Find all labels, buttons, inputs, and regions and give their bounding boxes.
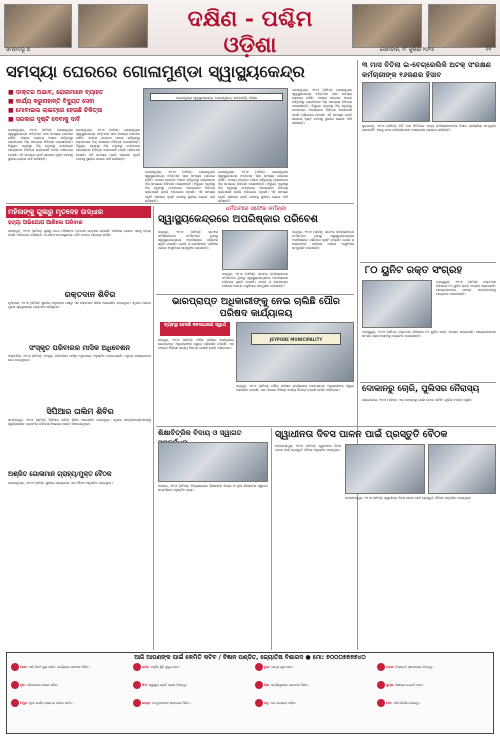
- bottom-story-2-body-col2: ନବରଙ୍ଗପୁର, ୨୭।୭ (ସମିସ): ସ୍ୱାଧୀନତା ଦିବସ ପାଳନ ପାଇଁ ପ୍ରସ୍ତୁତି ବୈଠକ ଅନୁଷ୍ଠିତ ହୋଇଥିଲା।: [345, 496, 472, 500]
- civic-photo: [236, 322, 354, 382]
- right-headline: ୩ ମାସ ବିତିଲା ଇ-ବେଗ୍ରେଲିକି ଅଟକ୍‌ ସଂରକ୍ଷଣ କର୍ମଚାରୀଙ୍କ ୧୬ଜଣର ହିସାବ: [362, 60, 492, 79]
- zodiac-icon: [255, 699, 263, 707]
- right-photo-1: [362, 82, 430, 122]
- right-photo-2: [432, 82, 496, 122]
- bottom-story-2-photo: [345, 444, 425, 494]
- civic-headline: ଭାରପ୍ରାପ୍ତ ଅଧିକାରୀଙ୍କୁ ନେଇ ଚାଲିଛି ପୌର ପରିଷଦ କାର୍ଯ୍ୟାଳୟ: [172, 296, 340, 319]
- mid-body-col3: ଜୟପୁର, ୨୭।୭ (ସମିସ): ସଫେଇ କର୍ମଚାରୀମାନେ ଧର୍ମଘଟରେ ଥିବାରୁ ସ୍ୱାସ୍ଥ୍ୟକେନ୍ଦ୍ରରେ ଅପରିଷ୍କାର ପରିବେଶ ସୃଷ୍ଟି ହୋଇଛି। ରୋଗୀ ଓ ସେମାନଙ୍କ ପରିବାର ଲୋକେ ଅସୁବିଧାର ସମ୍ମୁଖୀନ ହେଉଛନ୍ତି।: [222, 272, 288, 289]
- left-story-3-headline: ସଂସ୍କୃତ ପରିବାରର ମାସିକ ଅଧିବେଶନ: [28, 344, 131, 352]
- blood-body: ଝାରସୁଗୁଡ଼ା, ୨୭।୭ (ସମିସ): ରକ୍ତଦାନ ଶିବିରରେ ୮୦ ୟୁନିଟ ରକ୍ତ ସଂଗ୍ରହ କରାଯାଇଛି। ଆୟୋଜକମାନେ ସମସ୍ତ ରକ୍ତଦାତାଙ୍କୁ ଧନ୍ୟବାଦ ଜଣାଇଛନ୍ତି।: [362, 330, 496, 339]
- right-body: ସୁନ୍ଦରଗଡ଼, ୨୭।୭ (ସମିସ): ତିନି ମାସ ବିତିଗଲେ ମଧ୍ୟ କର୍ମଚାରୀମାନଙ୍କ ହିସାବ ପ୍ରକ୍ରିୟା ସମ୍ପୂର୍ଣ୍ଣ ହୋଇନାହିଁ। ଏହାକୁ ନେଇ କର୍ମଚାରୀମାନେ ଅସନ୍ତୋଷ ପ୍ରକାଶ କରିଛନ୍ତି।: [362, 124, 496, 133]
- left-story-3-body: ବଲାଙ୍ଗିର, ୨୭।୭ (ସମିସ): ସଂସ୍କୃତ ପରିବାରର ମାସିକ ଅଧିବେଶନ ଅନୁଷ୍ଠିତ ହୋଇଯାଇଛି। ଏଥିରେ ସଦସ୍ୟମାନେ ଭାଗ ନେଇଥିଲେ।: [8, 354, 151, 363]
- section-rule: [6, 203, 354, 204]
- masthead-title: ଦକ୍ଷିଣ - ପଶ୍ଚିମ ଓଡ଼ିଶା: [187, 6, 313, 58]
- horoscope-sign: ତୁଳା: ଯାତ୍ରା ଶୁଭ ହେବ।: [255, 663, 373, 671]
- bottom-story-2-photo-2: [428, 444, 496, 494]
- section-rule: [360, 262, 496, 263]
- horoscope-sign: ବୃଷ: ପରିବାରରେ ଆନନ୍ଦ ରହିବ।: [11, 681, 129, 689]
- horoscope-title: ଆଜି ଆପଣଙ୍କ ପାଇଁ କେମିତି କଟିବ / ବିଜ୍ଞାନ ପଣ୍ଡିତ, ଜ୍ୟୋତିଷ ବିଶାରଦ ● ମୋ: ୭୦୦୦୭୭୭୭୪୦: [134, 654, 366, 661]
- lead-bullet: ■ ଡାକ୍ତର ଅଭାବ, ରୋଗୀମାନେ ବ୍ୟାହତ: [8, 89, 104, 96]
- mid-body-col2: ଜୟପୁର, ୨୭।୭ (ସମିସ): ସଫେଇ କର୍ମଚାରୀମାନେ ଧର୍ମଘଟରେ ଥିବାରୁ ସ୍ୱାସ୍ଥ୍ୟକେନ୍ଦ୍ରରେ ଅପରିଷ୍କାର ପରିବେଶ ସୃଷ୍ଟି ହୋଇଛି। ରୋଗୀ ଓ ସେମାନଙ୍କ ପରିବାର ଲୋକେ ଅସୁବିଧାର ସମ୍ମୁଖୀନ ହେଉଛନ୍ତି।: [292, 230, 354, 251]
- horoscope-sign: କର୍କଟ: ଆର୍ଥିକ ସ୍ଥିତି ସୁଦୃଢ଼ ହେବ।: [133, 663, 251, 671]
- left-story-2-body: ନୂଆପଡ଼ା, ୨୭।୭ (ସମିସ): ସ୍ଥାନୀୟ ଅନୁଷ୍ଠାନ ପକ୍ଷରୁ ଏକ ରକ୍ତଦାନ ଶିବିର ଆୟୋଜିତ ହୋଇଥିଲା। ଏଥିରେ ଅନେକ ଯୁବକ ସ୍ୱେଚ୍ଛାରେ ରକ୍ତଦାନ କରିଥିଲେ।: [8, 301, 151, 310]
- lead-body-col5: ଗୋଳାମୁଣ୍ଡା, ୨୭।୭ (ସମିସ): ଗୋଳାମୁଣ୍ଡା ସ୍ୱାସ୍ଥ୍ୟକେନ୍ଦ୍ର ବର୍ତ୍ତମାନ ନାନା ସମସ୍ୟା ଘେରରେ ରହିଛି। ଏଠାରେ ଡାକ୍ତର ଅଭାବ ରହିଥିବାରୁ ରୋଗୀମାନେ ଠିକ୍ ସମୟରେ ଚିକିତ୍ସା ପାଉନାହାନ୍ତି। ବିଦ୍ୟୁତ ବ୍ୟବସ୍ଥା ଠିକ୍ ନଥିବାରୁ ମୋବାଇଲ ଆଲୋକରେ ଚିକିତ୍ସା କରାଯାଉଛି ବୋଲି ଅଭିଯୋଗ ହେଉଛି। ଏହି ସମସ୍ୟା ପ୍ରତି ସରକାର ଦୃଷ୍ଟି ଦେବାକୁ ସ୍ଥାନୀୟ ଲୋକେ ଦାବି କରିଛନ୍ତି।: [292, 88, 352, 125]
- mid-photo: [222, 230, 288, 270]
- page-number: ୧୧: [486, 47, 492, 53]
- masthead: [0, 0, 500, 56]
- horoscope-box: [6, 652, 494, 734]
- mid-headline: ସ୍ୱାସ୍ଥ୍ୟକେନ୍ଦ୍ରରେ ଅପରିଷ୍କାର ପରିବେଶ: [158, 214, 318, 225]
- lead-body-col2: ଗୋଳାମୁଣ୍ଡା, ୨୭।୭ (ସମିସ): ଗୋଳାମୁଣ୍ଡା ସ୍ୱାସ୍ଥ୍ୟକେନ୍ଦ୍ର ବର୍ତ୍ତମାନ ନାନା ସମସ୍ୟା ଘେରରେ ରହିଛି। ଏଠାରେ ଡାକ୍ତର ଅଭାବ ରହିଥିବାରୁ ରୋଗୀମାନେ ଠିକ୍ ସମୟରେ ଚିକିତ୍ସା ପାଉନାହାନ୍ତି। ବିଦ୍ୟୁତ ବ୍ୟବସ୍ଥା ଠିକ୍ ନଥିବାରୁ ମୋବାଇଲ ଆଲୋକରେ ଚିକିତ୍ସା କରାଯାଉଛି ବୋଲି ଅଭିଯୋଗ ହେଉଛି। ଏହି ସମସ୍ୟା ପ୍ରତି ସରକାର ଦୃଷ୍ଟି ଦେବାକୁ ସ୍ଥାନୀୟ ଲୋକେ ଦାବି କରିଛନ୍ତି।: [76, 128, 140, 161]
- lead-photo: [143, 88, 288, 168]
- zodiac-icon: [255, 663, 263, 671]
- left-story-5-body: ଗୋଳାମୁଣ୍ଡା, ୨୭।୭ (ସମିସ): ସ୍ଥାନୀୟ ସଭାଗୃହରେ ଏକ ବୈଠକ ଅନୁଷ୍ଠିତ ହୋଇଥିଲା।: [8, 481, 113, 485]
- masthead-photo-center-left: [78, 4, 148, 48]
- horoscope-sign: ମେଷ: ଆଜି ଦିନଟି ଶୁଭ ରହିବ। କାର୍ଯ୍ୟରେ ସଫଳତା ମିଳିବ।: [11, 663, 129, 671]
- section-rule: [156, 294, 354, 295]
- mid-body-col1: ଜୟପୁର, ୨୭।୭ (ସମିସ): ସଫେଇ କର୍ମଚାରୀମାନେ ଧର୍ମଘଟରେ ଥିବାରୁ ସ୍ୱାସ୍ଥ୍ୟକେନ୍ଦ୍ରରେ ଅପରିଷ୍କାର ପରିବେଶ ସୃଷ୍ଟି ହୋଇଛି। ରୋଗୀ ଓ ସେମାନଙ୍କ ପରିବାର ଲୋକେ ଅସୁବିଧାର ସମ୍ମୁଖୀନ ହେଉଛନ୍ତି।: [158, 230, 218, 251]
- horoscope-sign: ଧନୁ: ମନ ପ୍ରସନ୍ନ ରହିବ।: [255, 699, 373, 707]
- zodiac-icon: [377, 663, 385, 671]
- page-date: ସୋମବାର, ୨୮ ଜୁଲାଇ ୨୦୨୫: [380, 47, 435, 53]
- left-story-4-headline: ସିପିଆର ତାଲିମ ଶିବିର: [46, 407, 114, 416]
- section-rule: [156, 426, 496, 427]
- zodiac-icon: [377, 681, 385, 689]
- page-label: ସମ୍ବାଦଭୂ ଅ: [6, 47, 31, 53]
- police-headline: ଦୋକାନରୁ ଚୋରି, ପୁଲିସର ନୈରାସ୍ୟ: [362, 384, 480, 394]
- left-story-2-headline: ରକ୍ତଦାନ ଶିବିର: [64, 290, 116, 299]
- lead-bullet: ■ କାର୍ଯ୍ୟ କରୁନାହାନ୍ତି ବିଦ୍ୟୁତ ସେବା: [8, 98, 95, 105]
- civic-body-col1: ଜୟପୁର, ୨୭।୭ (ସମିସ): ପୌର ପରିଷଦ କାର୍ଯ୍ୟାଳୟ ଭାରପ୍ରାପ୍ତ ଅଧିକାରୀଙ୍କ ଦ୍ୱାରା ପରିଚାଳିତ ହେଉଛି। ଏହା ଫଳରେ ବିଭିନ୍ନ କାର୍ଯ୍ୟ ବିଳମ୍ବ ହେଉଛି ବୋଲି ଅଭିଯୋଗ।: [158, 338, 234, 351]
- bottom-story-1-photo: [158, 442, 268, 482]
- lead-bullet: ■ ମୋବାଇଲ ଲାଇଟ୍‌ରେ ହେଉଛି ଚିକିତ୍ସା: [8, 107, 103, 114]
- masthead-photo-center-right: [352, 4, 422, 48]
- masthead-photo-left: [4, 4, 72, 48]
- horoscope-sign: କନ୍ୟା: ବନ୍ଧୁମାନଙ୍କ ସହଯୋଗ ମିଳିବ।: [133, 699, 251, 707]
- column-divider: [153, 206, 154, 650]
- horoscope-sign: ମକର: ନିଷ୍ପତ୍ତି ସାବଧାନରେ ନିଅନ୍ତୁ।: [377, 663, 491, 671]
- mid-kicker: ଧର୍ମଘଟରେ ସଫେଇ କର୍ମଚାରୀ: [225, 206, 287, 212]
- lead-body-col1: ଗୋଳାମୁଣ୍ଡା, ୨୭।୭ (ସମିସ): ଗୋଳାମୁଣ୍ଡା ସ୍ୱାସ୍ଥ୍ୟକେନ୍ଦ୍ର ବର୍ତ୍ତମାନ ନାନା ସମସ୍ୟା ଘେରରେ ରହିଛି। ଏଠାରେ ଡାକ୍ତର ଅଭାବ ରହିଥିବାରୁ ରୋଗୀମାନେ ଠିକ୍ ସମୟରେ ଚିକିତ୍ସା ପାଉନାହାନ୍ତି। ବିଦ୍ୟୁତ ବ୍ୟବସ୍ଥା ଠିକ୍ ନଥିବାରୁ ମୋବାଇଲ ଆଲୋକରେ ଚିକିତ୍ସା କରାଯାଉଛି ବୋଲି ଅଭିଯୋଗ ହେଉଛି। ଏହି ସମସ୍ୟା ପ୍ରତି ସରକାର ଦୃଷ୍ଟି ଦେବାକୁ ସ୍ଥାନୀୟ ଲୋକେ ଦାବି କରିଛନ୍ତି।: [8, 128, 73, 161]
- zodiac-icon: [11, 699, 19, 707]
- left-story-1-headline: ମହିଳାଙ୍କୁ ଗୁଳାରୁ ମୃତଦେହ ଉଦ୍ଧାର: [6, 206, 151, 218]
- column-divider: [271, 428, 272, 650]
- zodiac-icon: [133, 663, 141, 671]
- lead-headline: ସମସ୍ୟା ଘେରରେ ଗୋଳାମୁଣ୍ଡା ସ୍ୱାସ୍ଥ୍ୟକେନ୍ଦ୍ର: [6, 62, 305, 81]
- police-body: ରାଉରକେଲା, ୨୭।୭ (ସମିସ): ଏକ ଦୋକାନରୁ ଚୋରି ଘଟଣା ଘଟିଛି। ପୁଲିସ ତଦନ୍ତ କରୁଛି।: [362, 398, 472, 402]
- zodiac-icon: [377, 699, 385, 707]
- zodiac-icon: [11, 663, 19, 671]
- zodiac-icon: [133, 699, 141, 707]
- lead-body-col4: ଗୋଳାମୁଣ୍ଡା, ୨୭।୭ (ସମିସ): ଗୋଳାମୁଣ୍ଡା ସ୍ୱାସ୍ଥ୍ୟକେନ୍ଦ୍ର ବର୍ତ୍ତମାନ ନାନା ସମସ୍ୟା ଘେରରେ ରହିଛି। ଏଠାରେ ଡାକ୍ତର ଅଭାବ ରହିଥିବାରୁ ରୋଗୀମାନେ ଠିକ୍ ସମୟରେ ଚିକିତ୍ସା ପାଉନାହାନ୍ତି। ବିଦ୍ୟୁତ ବ୍ୟବସ୍ଥା ଠିକ୍ ନଥିବାରୁ ମୋବାଇଲ ଆଲୋକରେ ଚିକିତ୍ସା କରାଯାଉଛି ବୋଲି ଅଭିଯୋଗ ହେଉଛି। ଏହି ସମସ୍ୟା ପ୍ରତି ସରକାର ଦୃଷ୍ଟି ଦେବାକୁ ସ୍ଥାନୀୟ ଲୋକେ ଦାବି କରିଛନ୍ତି।: [218, 170, 288, 202]
- left-story-5-headline: ଅଶ୍ରିତ ଗୋଳାମାନ ଗ୍ରାହ୍ୟ/ମୁକ୍ତ ବୈଠକ: [8, 470, 112, 478]
- left-story-1-sub: ହତ୍ୟା ଅଭିଯୋଗ ଆଣିଲେ ପରିବାର: [8, 220, 83, 226]
- blood-headline: ୮୦ ୟୁନିଟ ରକ୍ତ ସଂଗ୍ରହ: [365, 265, 463, 276]
- section-rule: [360, 382, 496, 383]
- bottom-story-2-headline: ସ୍ୱାଧୀନତା ଦିବସ ପାଳନ ପାଇଁ ପ୍ରସ୍ତୁତି ବୈଠକ: [275, 429, 448, 440]
- zodiac-icon: [11, 681, 19, 689]
- blood-photo: [362, 280, 432, 328]
- civic-sub: ବ୍ୟବସ୍ଥା ହେଉଛି ଜନସାଧାରଣ ସ୍ୱାର୍ଥ: [160, 322, 230, 336]
- left-story-1-body: କୋରାପୁଟ, ୨୭।୭ (ସମିସ): ଗୁଳାରୁ ଜଣେ ମହିଳାଙ୍କ ମୃତଦେହ ଉଦ୍ଧାର ହୋଇଛି। ପରିବାର ଲୋକେ ଏହାକୁ ହତ୍ୟା ବୋଲି ଅଭିଯୋଗ କରିଛନ୍ତି। ପୋଲିସ ଘଟଣାସ୍ଥଳରେ ପହଞ୍ଚି ତଦନ୍ତ ଆରମ୍ଭ କରିଛି।: [8, 229, 151, 238]
- municipality-sign: JEYPORE MUNICIPALITY: [251, 333, 341, 345]
- lead-photo-sign: ଗୋଳାମୁଣ୍ଡା ସ୍ୱାସ୍ଥ୍ୟକେନ୍ଦ୍ର, ଗୋଳାମୁଣ୍ଡା, କଳାହାଣ୍ଡି, ଓଡ଼ିଶା: [150, 93, 283, 101]
- civic-body-col2: ଜୟପୁର, ୨୭।୭ (ସମିସ): ପୌର ପରିଷଦ କାର୍ଯ୍ୟାଳୟ ଭାରପ୍ରାପ୍ତ ଅଧିକାରୀଙ୍କ ଦ୍ୱାରା ପରିଚାଳିତ ହେଉଛି। ଏହା ଫଳରେ ବିଭିନ୍ନ କାର୍ଯ୍ୟ ବିଳମ୍ବ ହେଉଛି ବୋଲି ଅଭିଯୋଗ।: [236, 384, 354, 393]
- bottom-story-1-headline: ଶିକ୍ଷାବିତ୍ରିକ ବିଦାୟ ଓ ସ୍ୱାଗତ: [158, 429, 242, 437]
- horoscope-sign: କୁମ୍ଭ: ଶିକ୍ଷାରେ ଉନ୍ନତି ହେବ।: [377, 681, 491, 689]
- masthead-photo-right: [428, 4, 496, 48]
- zodiac-icon: [255, 681, 263, 689]
- lead-body-col3: ଗୋଳାମୁଣ୍ଡା, ୨୭।୭ (ସମିସ): ଗୋଳାମୁଣ୍ଡା ସ୍ୱାସ୍ଥ୍ୟକେନ୍ଦ୍ର ବର୍ତ୍ତମାନ ନାନା ସମସ୍ୟା ଘେରରେ ରହିଛି। ଏଠାରେ ଡାକ୍ତର ଅଭାବ ରହିଥିବାରୁ ରୋଗୀମାନେ ଠିକ୍ ସମୟରେ ଚିକିତ୍ସା ପାଉନାହାନ୍ତି। ବିଦ୍ୟୁତ ବ୍ୟବସ୍ଥା ଠିକ୍ ନଥିବାରୁ ମୋବାଇଲ ଆଲୋକରେ ଚିକିତ୍ସା କରାଯାଉଛି ବୋଲି ଅଭିଯୋଗ ହେଉଛି। ଏହି ସମସ୍ୟା ପ୍ରତି ସରକାର ଦୃଷ୍ଟି ଦେବାକୁ ସ୍ଥାନୀୟ ଲୋକେ ଦାବି କରିଛନ୍ତି।: [145, 170, 215, 202]
- lead-bullets: [8, 88, 138, 124]
- zodiac-icon: [133, 681, 141, 689]
- lead-bullet: ■ ସରକାର ଦୃଷ୍ଟି ଦେବାକୁ ଦାବି: [8, 116, 81, 123]
- horoscope-sign: ମିଥୁନ: ନୂଆ କାର୍ଯ୍ୟ ଆରମ୍ଭ କରିବା ଉଚିତ।: [11, 699, 129, 707]
- bottom-story-2-body-col1: ନବରଙ୍ଗପୁର, ୨୭।୭ (ସମିସ): ସ୍ୱାଧୀନତା ଦିବସ ପାଳନ ପାଇଁ ପ୍ରସ୍ତୁତି ବୈଠକ ଅନୁଷ୍ଠିତ ହୋଇଥିଲା।: [275, 444, 341, 453]
- horoscope-sign: ବିଛା: କାର୍ଯ୍ୟସ୍ଥଳରେ ପ୍ରଶଂସା ମିଳିବ।: [255, 681, 373, 689]
- blood-body-side: ଝାରସୁଗୁଡ଼ା, ୨୭।୭ (ସମିସ): ରକ୍ତଦାନ ଶିବିରରେ ୮୦ ୟୁନିଟ ରକ୍ତ ସଂଗ୍ରହ କରାଯାଇଛି। ଆୟୋଜକମାନେ ସମସ୍ତ ରକ୍ତଦାତାଙ୍କୁ ଧନ୍ୟବାଦ ଜଣାଇଛନ୍ତି।: [436, 280, 496, 297]
- horoscope-sign: ମୀନ: ଆଜି ଧୈର୍ଯ୍ୟ ରଖନ୍ତୁ।: [377, 699, 491, 707]
- horoscope-sign: ସିଂହ: ସ୍ୱାସ୍ଥ୍ୟ ପ୍ରତି ଧ୍ୟାନ ଦିଅନ୍ତୁ।: [133, 681, 251, 689]
- left-story-4-body: ସମ୍ବଲପୁର, ୨୭।୭ (ସମିସ): ସିପିଆର ତାଲିମ ଶିବିର ଆୟୋଜିତ ହୋଇଥିଲା। ଏଥିରେ ଛାତ୍ରଛାତ୍ରୀମାନଙ୍କୁ ଜରୁରୀକାଳୀନ ପ୍ରାଥମିକ ଚିକିତ୍ସା ବିଷୟରେ ତାଲିମ ଦିଆଯାଇଥିଲା।: [8, 418, 151, 427]
- bottom-story-1-body: ବରଗଡ଼, ୨୭।୭ (ସମିସ): ବିଦ୍ୟାଳୟରେ ଶିକ୍ଷକଙ୍କ ବିଦାୟ ଓ ନୂଆ ଶିକ୍ଷକଙ୍କ ସ୍ୱାଗତ ସମ୍ବର୍ଦ୍ଧନା ଅନୁଷ୍ଠିତ ହେଲା।: [158, 484, 268, 493]
